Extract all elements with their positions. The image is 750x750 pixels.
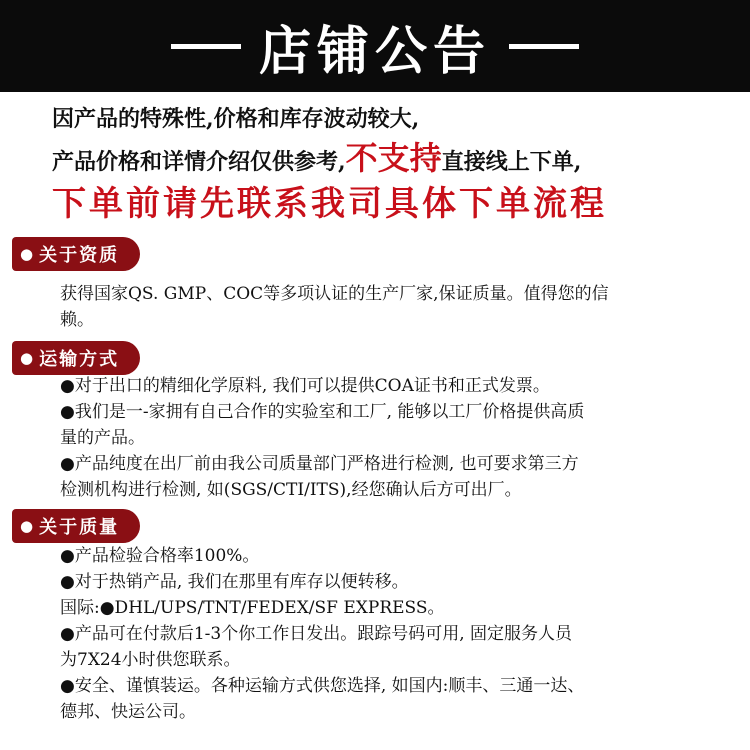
section-qualification-body	[60, 281, 730, 333]
notice-line-3: 下单前请先联系我司具体下单流程	[52, 184, 607, 224]
text-line: 赖。	[60, 310, 94, 330]
text-line: ●产品纯度在出厂前由我公司质量部门严格进行检测, 也可要求第三方	[60, 454, 579, 474]
left-dash	[171, 44, 241, 49]
right-dash	[509, 44, 579, 49]
section-bullet-icon: ●	[20, 245, 36, 263]
text-line: 德邦、快运公司。	[60, 702, 196, 722]
notice-line-1: 因产品的特殊性,价格和库存波动较大,	[52, 106, 420, 132]
text-line: ●安全、谨慎装运。各种运输方式供您选择, 如国内:顺丰、三通一达、	[60, 676, 585, 696]
section-qualification-header	[12, 237, 140, 271]
text-line: 量的产品。	[60, 428, 145, 448]
text-line: 检测机构进行检测, 如(SGS/CTI/ITS),经您确认后方可出厂。	[60, 480, 522, 500]
text-line: ●产品可在付款后1-3个你工作日发出。跟踪号码可用, 固定服务人员	[60, 624, 573, 644]
notice-line-2-end: 直接线上下单,	[441, 149, 582, 175]
text-line: 国际:●DHL/UPS/TNT/FEDEX/SF EXPRESS。	[60, 598, 445, 618]
header-banner	[0, 0, 750, 92]
notice-block	[52, 104, 742, 226]
section-shipping-body	[60, 373, 730, 503]
section-quality-header	[12, 509, 140, 543]
page-title: 店铺公告	[258, 20, 491, 82]
section-bullet-icon: ●	[20, 517, 36, 535]
text-line: ●对于热销产品, 我们在那里有库存以便转移。	[60, 572, 409, 592]
text-line: ●产品检验合格率100%。	[60, 546, 260, 566]
section-shipping-header	[12, 341, 140, 375]
text-line: 获得国家QS. GMP、COC等多项认证的生产厂家,保证质量。值得您的信	[60, 284, 609, 304]
text-line: ●对于出口的精细化学原料, 我们可以提供COA证书和正式发票。	[60, 376, 550, 396]
section-quality-body	[60, 543, 730, 725]
notice-line-2-start: 产品价格和详情介绍仅供参考,	[52, 149, 346, 175]
section-title: 关于资质	[39, 245, 120, 266]
section-title: 关于质量	[39, 517, 120, 538]
text-line: 为7X24小时供您联系。	[60, 650, 241, 670]
notice-not-supported: 不支持	[345, 139, 442, 177]
section-title: 运输方式	[39, 349, 120, 370]
text-line: ●我们是一-家拥有自己合作的实验室和工厂, 能够以工厂价格提供高质	[60, 402, 585, 422]
section-bullet-icon: ●	[20, 349, 36, 367]
notice-line-2	[52, 138, 742, 182]
